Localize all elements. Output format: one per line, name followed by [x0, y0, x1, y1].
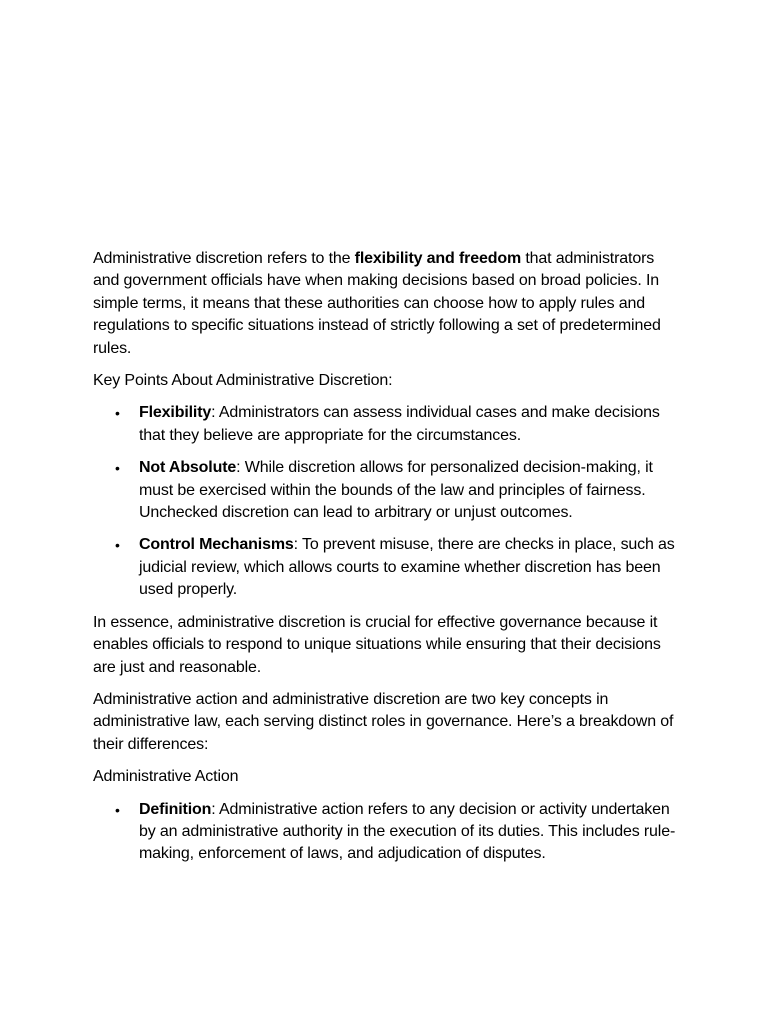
bullet-icon: • [115, 460, 120, 477]
document-page [93, 248, 678, 876]
list-item-text: : While discretion allows for personalized decision-making, it must be exercised within the bounds of the law and principles of fairness. Unchecked discretion can lead to arbitrary or unjust outcomes. [139, 459, 653, 522]
list-item [115, 402, 678, 447]
intro-text-end: that administrators and government officials have when making decisions based on broad policies. In simple terms, it means that these authorities can choose how to apply rules and regulations to specific situations instead of strictly following a set of predetermined rules. [93, 250, 661, 357]
list-item-term: Not Absolute [139, 459, 237, 477]
key-points-list [93, 402, 678, 601]
action-heading: Administrative Action [93, 768, 239, 786]
list-item [115, 457, 678, 524]
bullet-icon: • [115, 801, 120, 818]
action-points-list [93, 799, 678, 866]
intro-text-start: Administrative discretion refers to the [93, 250, 355, 267]
list-item-term: Flexibility [139, 404, 212, 422]
intro-bold-phrase: flexibility and freedom [354, 250, 522, 267]
list-item-term: Control Mechanisms [139, 536, 294, 554]
list-item-text: : Administrators can assess individual cases and make decisions that they believe are appropriate for the circumstances. [139, 404, 660, 444]
comparison-paragraph: Administrative action and administrative discretion are two key concepts in administrative law, each serving distinct roles in governance. Here’s a breakdown of their differences: [93, 690, 674, 753]
intro-paragraph [93, 248, 678, 360]
bullet-icon: • [115, 405, 120, 422]
list-item [115, 534, 678, 601]
list-item-text: : Administrative action refers to any decision or activity undertaken by an administrative authority in the execution of its duties. This includes rule-making, enforcement of laws, and adjudication of disputes. [139, 800, 676, 863]
bullet-icon: • [115, 537, 120, 554]
list-item-text: : To prevent misuse, there are checks in place, such as judicial review, which allows courts to examine whether discretion has been used properly. [139, 536, 675, 599]
list-item-term: Definition [139, 800, 212, 818]
list-item [115, 799, 678, 866]
key-points-heading: Key Points About Administrative Discretion: [93, 372, 393, 390]
essence-paragraph: In essence, administrative discretion is crucial for effective governance because it enables officials to respond to unique situations while ensuring that their decisions are just and reasonable. [93, 613, 661, 676]
